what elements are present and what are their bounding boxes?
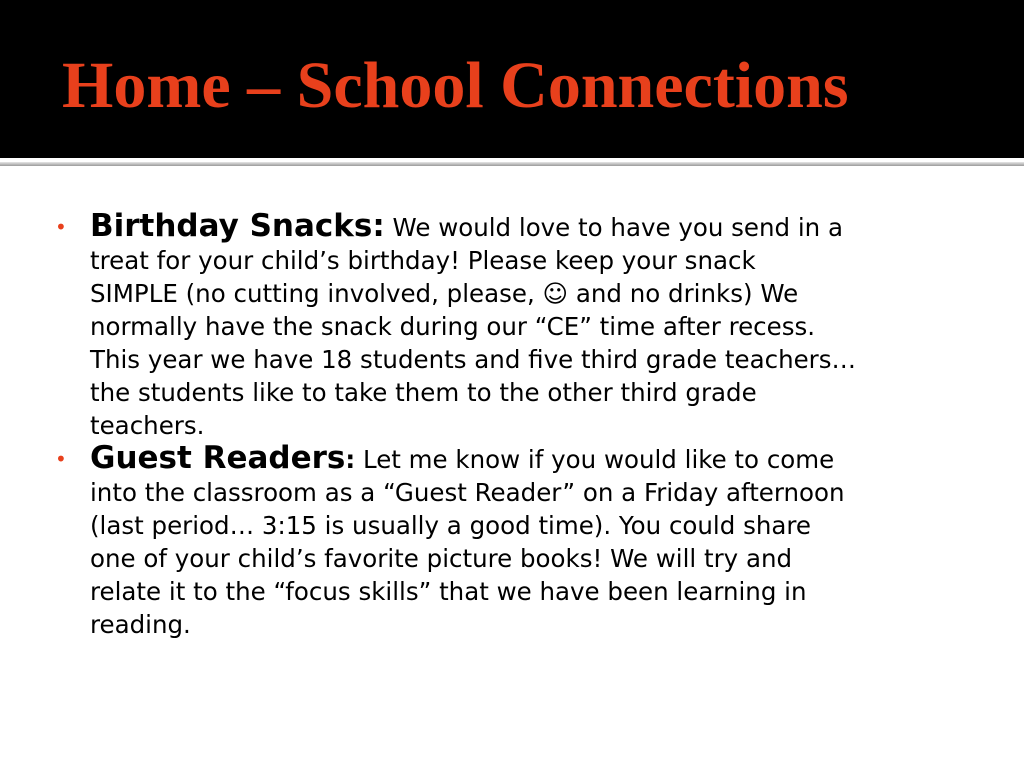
bullet-birthday-snacks bbox=[55, 210, 955, 442]
title-divider bbox=[0, 162, 1024, 166]
bullet-text: Let me know if you would like to come bbox=[355, 445, 835, 474]
slide-title: Home – School Connections bbox=[62, 49, 849, 122]
bullet-line: relate it to the “focus skills” that we have been learning in bbox=[90, 577, 807, 606]
bullet-line: SIMPLE (no cutting involved, please, ☺ and no drinks) We bbox=[90, 279, 799, 308]
bullet-line bbox=[90, 442, 955, 476]
bullet-lead: Birthday Snacks: bbox=[90, 208, 385, 244]
bullet-marker: • bbox=[55, 215, 67, 239]
bullet-line: into the classroom as a “Guest Reader” on a Friday afternoon bbox=[90, 478, 845, 507]
bullet-lead-colon: : bbox=[345, 445, 356, 474]
title-bar bbox=[0, 0, 1024, 158]
bullet-guest-readers bbox=[55, 442, 955, 641]
bullet-line: one of your child’s favorite picture books! We will try and bbox=[90, 544, 793, 573]
bullet-text: We would love to have you send in a bbox=[384, 213, 843, 242]
bullet-line bbox=[90, 210, 955, 244]
bullet-line: treat for your child’s birthday! Please keep your snack bbox=[90, 246, 756, 275]
bullet-line: (last period… 3:15 is usually a good time). You could share bbox=[90, 511, 811, 540]
bullet-lead: Guest Readers bbox=[90, 440, 346, 476]
bullet-marker: • bbox=[55, 447, 67, 471]
bullet-line: normally have the snack during our “CE” time after recess. bbox=[90, 312, 816, 341]
bullet-line: reading. bbox=[90, 610, 191, 639]
bullet-line: This year we have 18 students and five third grade teachers… bbox=[90, 345, 857, 374]
bullet-line: teachers. bbox=[90, 411, 205, 440]
bullet-line: the students like to take them to the other third grade bbox=[90, 378, 757, 407]
bullet-list bbox=[55, 210, 955, 641]
